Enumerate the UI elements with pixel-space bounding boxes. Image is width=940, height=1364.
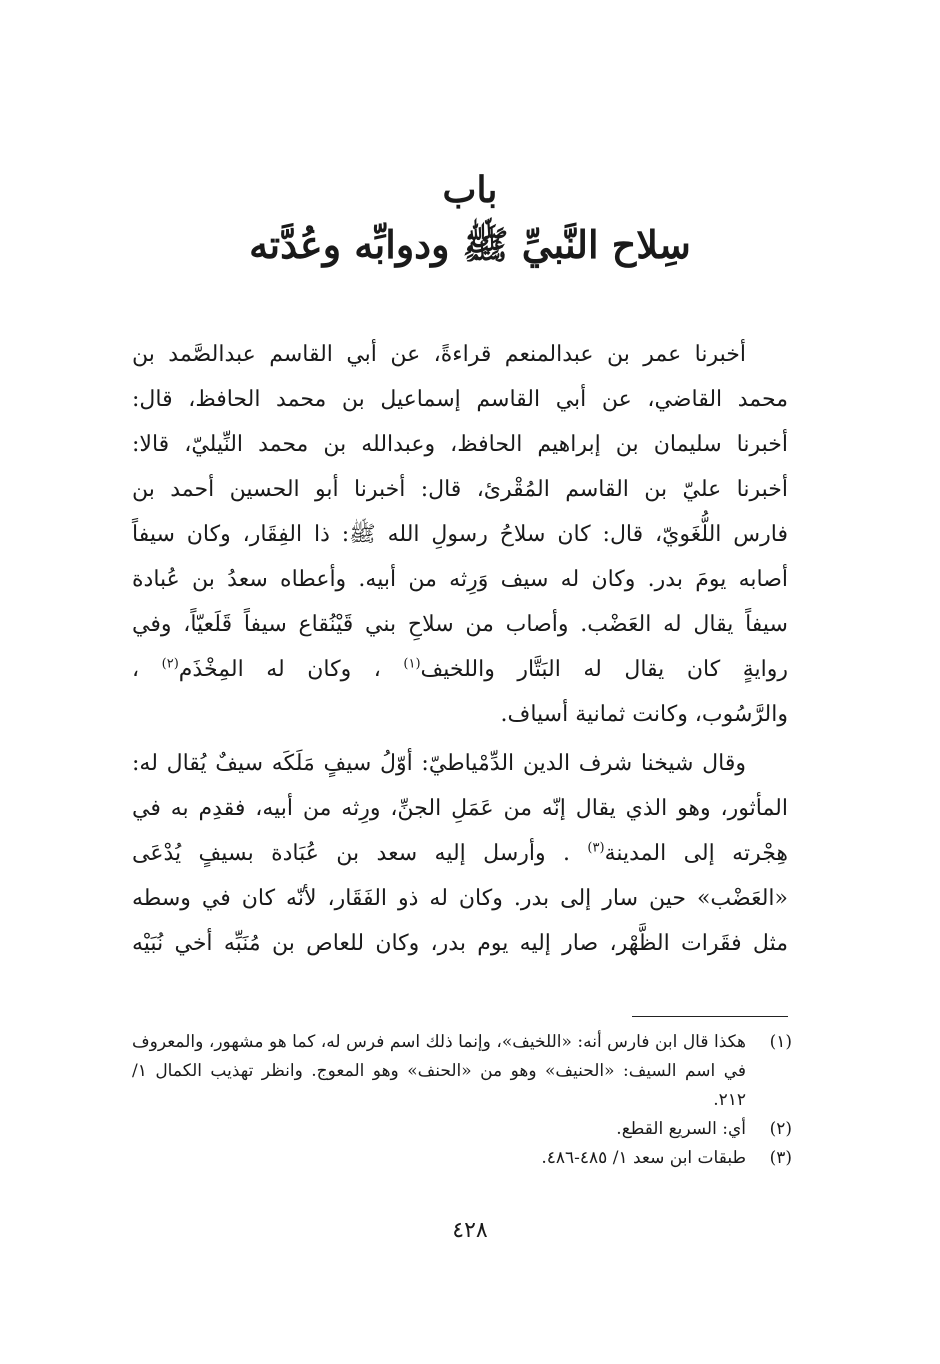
footnotes [132,1028,792,1173]
footnote-text: طبقات ابن سعد ١/ ٤٨٥-٤٨٦. [541,1148,746,1168]
paragraph-2 [132,741,788,966]
text-line: «العَضْب» حين سار إلى بدر. وكان له ذو الفَقَار، لأنّه كان في وسطه [132,886,788,911]
text-segment: . وأرسل إليه سعد بن عُبَادة بسيفٍ يُدْعَى [132,841,571,866]
text-line: أخبرنا سليمان بن إبراهيم الحافظ، وعبدالله بن محمد النِّيليّ، قالا: [132,432,788,457]
text-segment: ، وكان له المِخْذَم [178,657,381,682]
footnote-ref-3: (٣) [587,840,605,856]
footnote-ref-1: (١) [403,656,421,672]
text-segment: روايةٍ كان يقال له البَتَّار واللخيف [420,657,788,682]
footnote-number: (٢) [769,1119,792,1139]
text-line-with-footnotes [132,647,788,692]
page-number: ٤٢٨ [452,1218,488,1243]
text-line: مثل فقَرات الظَّهْر، صار إليه يوم بدر، وكان للعاص بن مُنَبِّه أخي نُبَيْه [132,931,788,956]
text-line-with-footnote [132,831,788,876]
footnote-text: أي: السريع القطع. [616,1119,746,1139]
text-line: أخبرنا عمر بن عبدالمنعم قراءةً، عن أبي القاسم عبدالصَّمد بن [132,342,746,367]
chapter-label: باب [442,169,498,211]
footnote-text: هكذا قال ابن فارس أنه: «اللخيف»، وإنما ذلك اسم فرس له، كما هو مشهور، والمعروف في اسم السيف: «الحنيف» وهو من «الحنف» وهو المعوج. وانظر تهذيب الكمال ١/ ٢١٢. [132,1032,746,1110]
footnote-3 [132,1144,792,1173]
text-line: المأثور، وهو الذي يقال إنّه من عَمَلِ الجنِّ، ورِثه من أبيه، فقدِم به في [132,796,788,821]
main-text [132,332,788,966]
text-line: محمد القاضي، عن أبي القاسم إسماعيل بن محمد الحافظ، قال: [132,387,788,412]
chapter-heading [0,165,940,275]
text-line: والرَّسُوب، وكانت ثمانية أسياف. [500,702,788,727]
paragraph-1 [132,332,788,737]
text-line: وقال شيخنا شرف الدين الدِّمْياطيّ: أوّلُ سيفٍ مَلَكَه سيفٌ يُقال له: [132,751,746,776]
footnote-2 [132,1115,792,1144]
footnote-number: (٣) [769,1148,792,1168]
footnote-number: (١) [769,1032,792,1052]
footnote-ref-2: (٢) [161,656,179,672]
text-segment: هِجْرته إلى المدينة [604,841,789,866]
text-line: فارس اللُّغَويّ، قال: كان سلاحُ رسولِ الله ﷺ: ذا الفِقَار، وكان سيفاً [132,522,788,547]
chapter-title: سِلاح النَّبيِّ ﷺ ودوابِّه وعُدَّته [249,222,691,267]
text-line: سيفاً يقال له العَضْب. وأصاب من سلاحِ بني قَيْنُقاع سيفاً قَلَعيّاً، وفي [132,612,788,637]
text-line: أخبرنا عليّ بن القاسم المُقْرئ، قال: أخبرنا أبو الحسين أحمد بن [132,477,788,502]
footnote-divider [632,1016,788,1017]
footnote-1 [132,1028,792,1115]
text-segment: ، [132,657,140,682]
text-line: أصابه يومَ بدر. وكان له سيف وَرِثه من أبيه. وأعطاه سعدُ بن عُبادة [132,567,788,592]
